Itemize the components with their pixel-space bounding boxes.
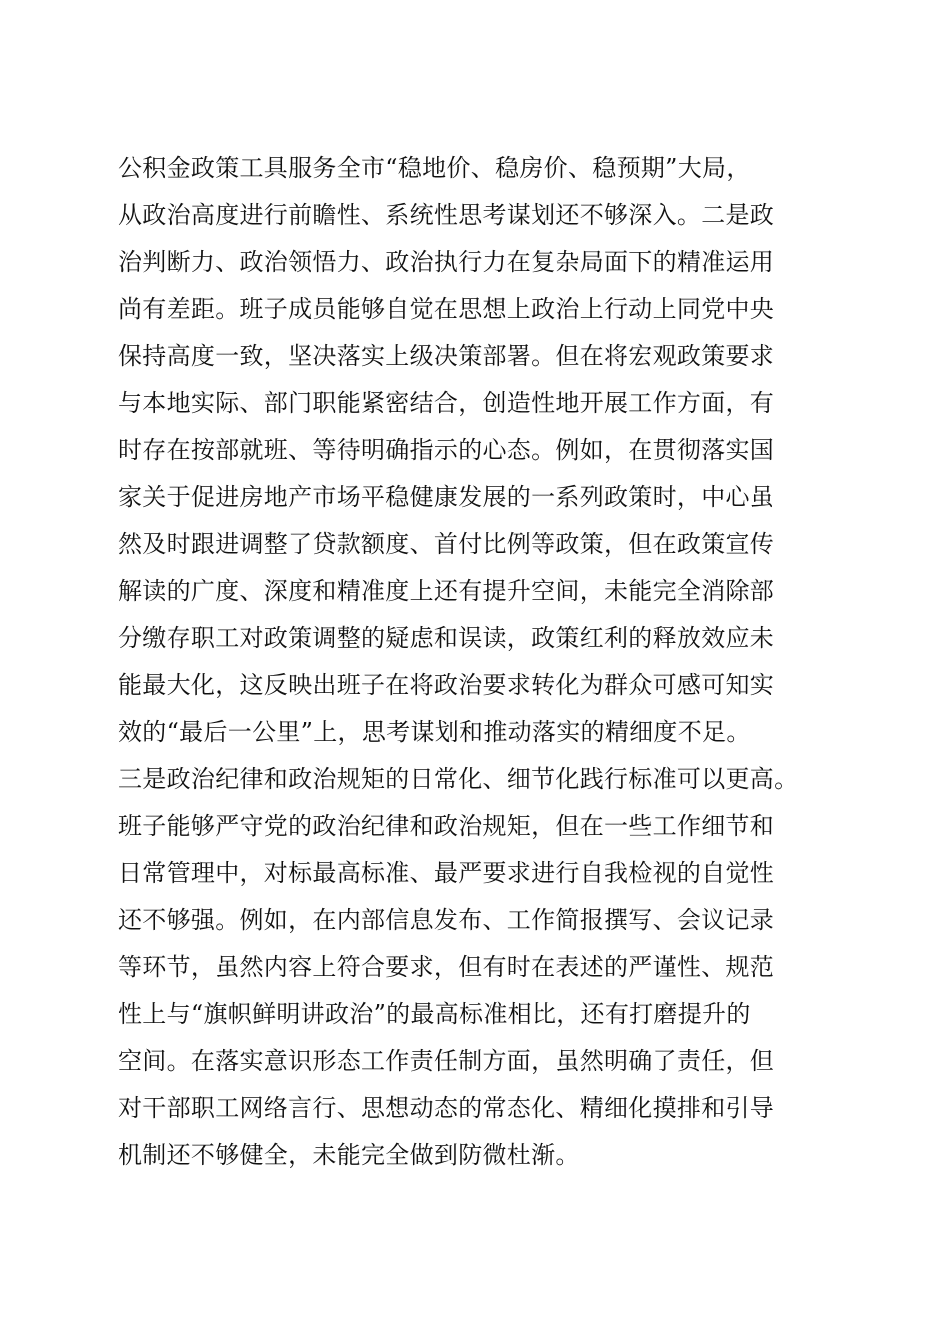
text-line: 性上与“旗帜鲜明讲政治”的最高标准相比，还有打磨提升的 xyxy=(118,1000,751,1028)
text-line: 分缴存职工对政策调整的疑虑和误读，政策红利的释放效应未 xyxy=(118,624,775,652)
text-line: 治判断力、政治领悟力、政治执行力在复杂局面下的精准运用 xyxy=(118,248,775,276)
text-line: 从政治高度进行前瞻性、系统性思考谋划还不够深入。二是政 xyxy=(118,201,775,229)
text-line: 还不够强。例如，在内部信息发布、工作简报撰写、会议记录 xyxy=(118,906,775,934)
text-line: 时存在按部就班、等待明确指示的心态。例如，在贯彻落实国 xyxy=(118,436,775,464)
text-line: 尚有差距。班子成员能够自觉在思想上政治上行动上同党中央 xyxy=(118,295,775,323)
text-line: 班子能够严守党的政治纪律和政治规矩，但在一些工作细节和 xyxy=(118,812,775,840)
text-line: 日常管理中，对标最高标准、最严要求进行自我检视的自觉性 xyxy=(118,859,775,887)
text-line: 能最大化，这反映出班子在将政治要求转化为群众可感可知实 xyxy=(118,671,775,699)
text-line: 公积金政策工具服务全市“稳地价、稳房价、稳预期”大局， xyxy=(118,154,751,182)
text-line: 机制还不够健全，未能完全做到防微杜渐。 xyxy=(118,1141,580,1169)
text-line: 三是政治纪律和政治规矩的日常化、细节化践行标准可以更高。 xyxy=(118,765,799,793)
text-line: 解读的广度、深度和精准度上还有提升空间，未能完全消除部 xyxy=(118,577,775,605)
body-text xyxy=(118,145,838,1179)
text-line: 保持高度一致，坚决落实上级决策部署。但在将宏观政策要求 xyxy=(118,342,775,370)
text-line: 等环节，虽然内容上符合要求，但有时在表述的严谨性、规范 xyxy=(118,953,775,981)
text-line: 与本地实际、部门职能紧密结合，创造性地开展工作方面，有 xyxy=(118,389,775,417)
text-line: 空间。在落实意识形态工作责任制方面，虽然明确了责任，但 xyxy=(118,1047,775,1075)
text-line: 然及时跟进调整了贷款额度、首付比例等政策，但在政策宣传 xyxy=(118,530,775,558)
text-line: 家关于促进房地产市场平稳健康发展的一系列政策时，中心虽 xyxy=(118,483,775,511)
text-line: 效的“最后一公里”上，思考谋划和推动落实的精细度不足。 xyxy=(118,718,751,746)
text-line: 对干部职工网络言行、思想动态的常态化、精细化摸排和引导 xyxy=(118,1094,775,1122)
